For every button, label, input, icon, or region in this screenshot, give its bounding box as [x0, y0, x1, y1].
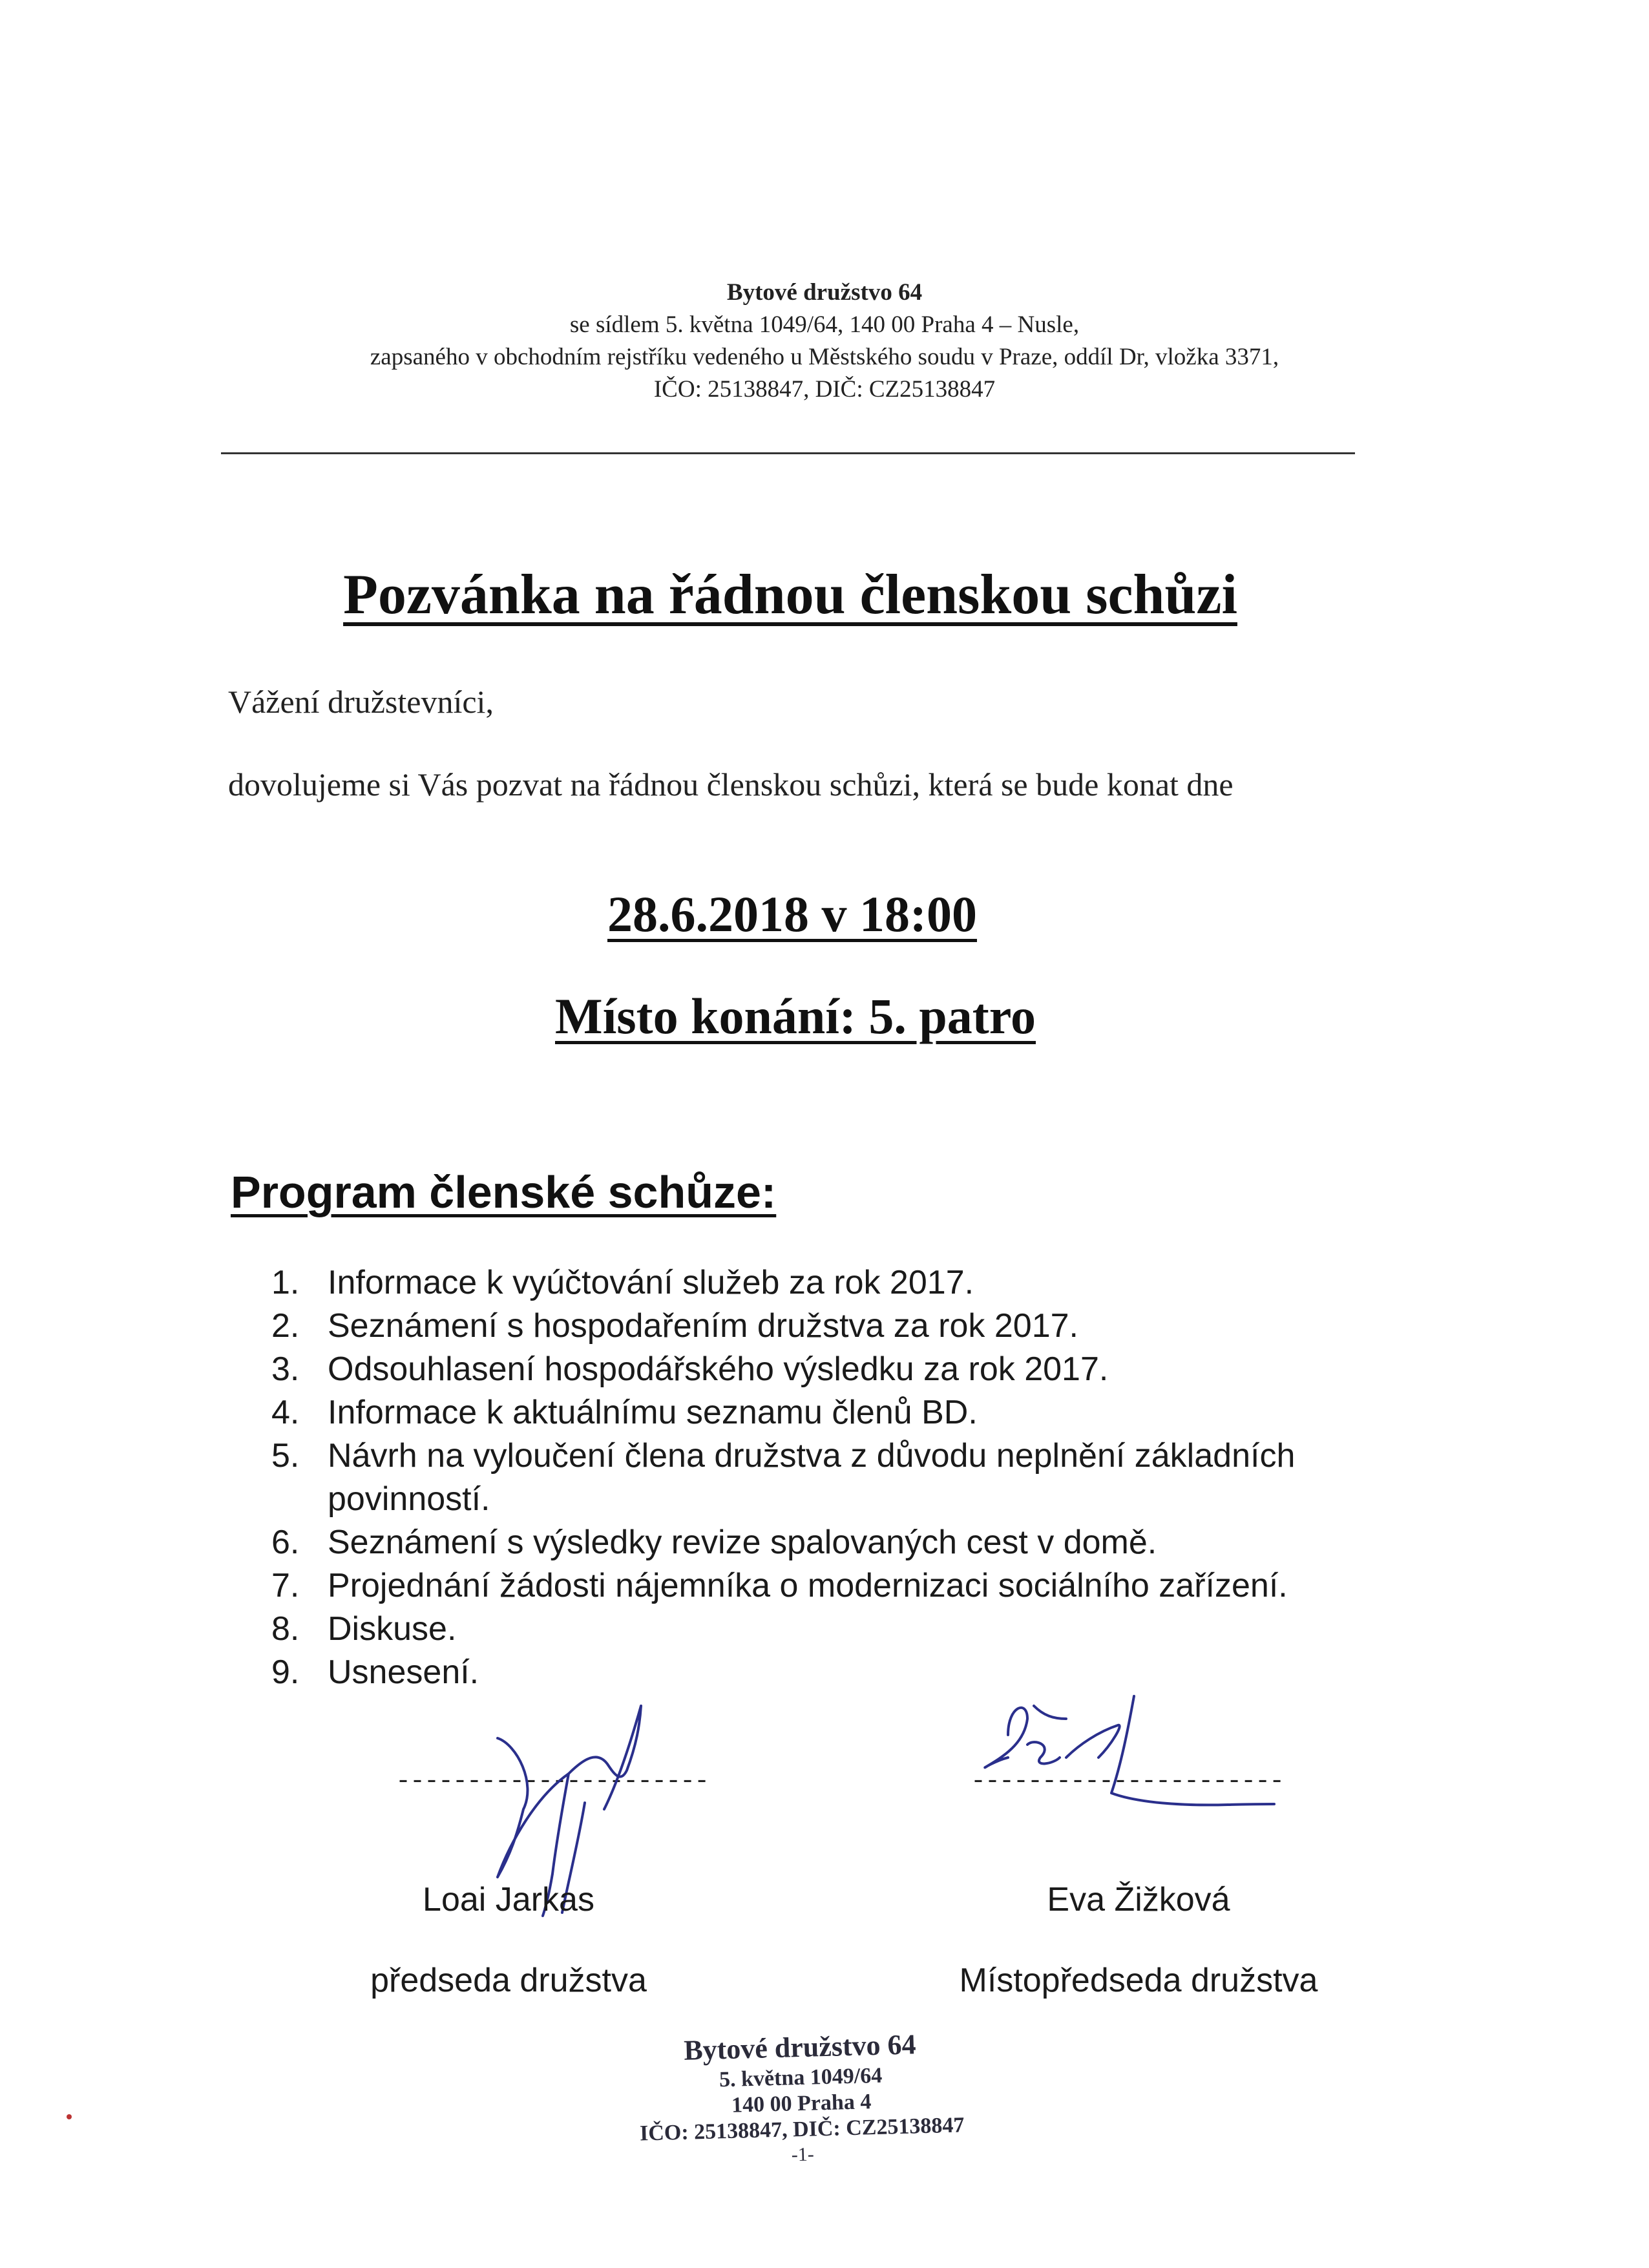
agenda-item-number: 4.: [271, 1394, 300, 1431]
program-heading: Program členské schůze:: [231, 1167, 777, 1217]
agenda-item-number: 5.: [271, 1437, 300, 1475]
stamp-ids: IČO: 25138847, DIČ: CZ25138847: [639, 2113, 965, 2146]
salutation: Vážení družstevníci,: [228, 684, 494, 720]
letterhead-registry: zapsaného v obchodním rejstříku vedeného u Městského soudu v Praze, oddíl Dr, vložka 3371,: [370, 344, 1279, 370]
scan-speck: [67, 2114, 72, 2119]
agenda-item-number: 7.: [271, 1567, 300, 1604]
signature-right: [985, 1696, 1274, 1805]
agenda-item-text: Návrh na vyloučení člena družstva z důvodu neplnění základních povinností.: [328, 1437, 1296, 1518]
signatory-left-name: Loai Jarkas: [423, 1881, 594, 1918]
letterhead-address: se sídlem 5. května 1049/64, 140 00 Praha 4 – Nusle,: [569, 311, 1080, 338]
agenda-item-text: Usnesení.: [328, 1654, 479, 1691]
stamp-street: 5. května 1049/64: [719, 2063, 883, 2092]
agenda-item-text: Informace k aktuálnímu seznamu členů BD.: [328, 1394, 978, 1431]
agenda-item-number: 9.: [271, 1654, 300, 1691]
agenda-item-number: 1.: [271, 1264, 300, 1301]
signature-line-left: ----------------------: [395, 1767, 709, 1796]
stamp-city: 140 00 Praha 4: [731, 2090, 872, 2117]
document-title: Pozvánka na řádnou členskou schůzi: [343, 563, 1237, 626]
signatory-right-role: Místopředseda družstva: [959, 1962, 1318, 1999]
agenda-item-text: Seznámení s výsledky revize spalovaných cest v domě.: [328, 1524, 1157, 1561]
page-number: -1-: [791, 2143, 815, 2166]
agenda-item-text: Informace k vyúčtování služeb za rok 2017.: [328, 1264, 974, 1301]
letterhead-ids: IČO: 25138847, DIČ: CZ25138847: [653, 376, 996, 403]
meeting-place: Místo konání: 5. patro: [555, 988, 1036, 1044]
agenda-item-number: 8.: [271, 1610, 300, 1648]
company-stamp: [593, 2025, 1009, 2173]
signatory-right-name: Eva Žižková: [1047, 1881, 1230, 1918]
agenda-item-number: 6.: [271, 1524, 300, 1561]
invitation-text: dovolujeme si Vás pozvat na řádnou členskou schůzi, která se bude konat dne: [228, 766, 1234, 803]
agenda-item-text: Projednání žádosti nájemníka o modernizaci sociálního zařízení.: [328, 1567, 1288, 1604]
agenda-item-text: Diskuse.: [328, 1610, 457, 1648]
signature-line-right: ----------------------: [971, 1767, 1284, 1796]
agenda-item-text: Seznámení s hospodařením družstva za rok 2017.: [328, 1307, 1078, 1345]
signatory-left-role: předseda družstva: [370, 1962, 647, 1999]
agenda-item-number: 3.: [271, 1350, 300, 1388]
meeting-date: 28.6.2018 v 18:00: [607, 886, 977, 942]
letterhead-org-name: Bytové družstvo 64: [726, 279, 923, 306]
stamp-org-name: Bytové družstvo 64: [683, 2028, 917, 2066]
agenda-item-number: 2.: [271, 1307, 300, 1345]
agenda-item-text: Odsouhlasení hospodářského výsledku za rok 2017.: [328, 1350, 1109, 1388]
